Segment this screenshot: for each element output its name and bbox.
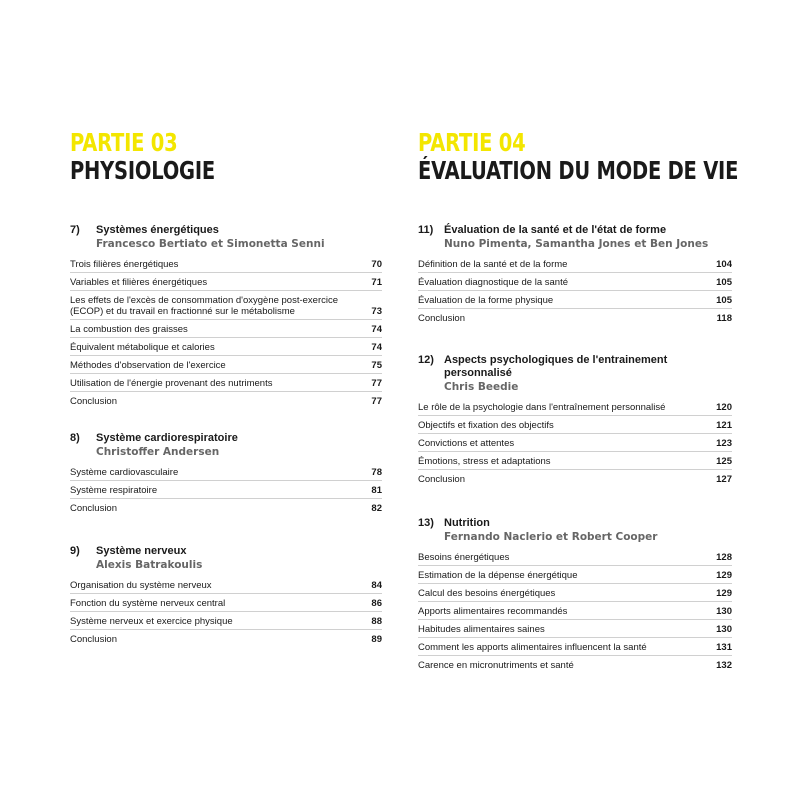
entry-title: Les effets de l'excès de consommation d'oxygène post-exercice (ECOP) et du travail en fractionné sur le métabolisme (70, 295, 339, 317)
toc-entry[interactable] (418, 548, 732, 566)
chapter-authors: Nuno Pimenta, Samantha Jones et Ben Jones (444, 238, 709, 250)
chapter-7 (70, 224, 382, 409)
toc-entry[interactable] (418, 584, 732, 602)
toc-entry[interactable] (418, 398, 732, 416)
chapter-number: 8) (70, 432, 80, 444)
chapter-8 (70, 432, 382, 516)
entry-page: 75 (371, 360, 382, 371)
entry-page: 88 (371, 616, 382, 627)
chapter-heading (418, 517, 732, 530)
entry-title: Évaluation diagnostique de la santé (418, 277, 569, 288)
entry-title: Émotions, stress et adaptations (418, 456, 551, 467)
toc-entry[interactable] (70, 392, 382, 409)
entry-title: Évaluation de la forme physique (418, 295, 554, 306)
entry-page: 105 (716, 277, 732, 288)
toc-entry[interactable] (70, 291, 382, 320)
chapter-heading (70, 224, 382, 237)
toc-entry[interactable] (418, 638, 732, 656)
entry-page: 127 (716, 474, 732, 485)
entry-page: 132 (716, 660, 732, 671)
chapter-title: Nutrition (444, 517, 490, 529)
toc-entry[interactable] (418, 416, 732, 434)
toc-entry[interactable] (418, 309, 732, 326)
entry-title: Conclusion (70, 634, 117, 645)
entry-title: Système respiratoire (70, 485, 158, 496)
entry-page: 73 (371, 306, 382, 317)
chapter-authors: Chris Beedie (444, 381, 519, 393)
entry-page: 84 (371, 580, 382, 591)
toc-entry[interactable] (418, 434, 732, 452)
toc-entry[interactable] (70, 463, 382, 481)
chapter-heading (418, 354, 732, 380)
entry-page: 128 (716, 552, 732, 563)
toc-entry[interactable] (70, 273, 382, 291)
toc-entry[interactable] (418, 273, 732, 291)
entry-title: Variables et filières énergétiques (70, 277, 208, 288)
entry-page: 121 (716, 420, 732, 431)
chapter-number: 7) (70, 224, 80, 236)
toc-entry[interactable] (70, 576, 382, 594)
toc-entry[interactable] (418, 566, 732, 584)
toc-entry[interactable] (70, 374, 382, 392)
entry-page: 78 (371, 467, 382, 478)
toc-entry[interactable] (70, 499, 382, 516)
entry-page: 129 (716, 570, 732, 581)
entry-page: 120 (716, 402, 732, 413)
entry-page: 70 (371, 259, 382, 270)
entry-title: Calcul des besoins énergétiques (418, 588, 556, 599)
entry-title: Conclusion (70, 503, 117, 514)
entry-title: Équivalent métabolique et calories (70, 342, 215, 353)
entry-title: Habitudes alimentaires saines (418, 624, 545, 635)
entry-list (418, 548, 732, 673)
entry-page: 77 (371, 396, 382, 407)
toc-entry[interactable] (70, 630, 382, 647)
entry-title: Système cardiovasculaire (70, 467, 179, 478)
part-title: ÉVALUATION DU MODE DE VIE (418, 156, 739, 185)
toc-entry[interactable] (418, 255, 732, 273)
toc-entry[interactable] (70, 612, 382, 630)
entry-page: 118 (716, 313, 732, 324)
chapter-title: Évaluation de la santé et de l'état de forme (444, 224, 667, 236)
toc-entry[interactable] (70, 356, 382, 374)
chapter-heading (70, 545, 382, 558)
entry-page: 130 (716, 624, 732, 635)
entry-list (418, 398, 732, 487)
toc-entry[interactable] (70, 594, 382, 612)
entry-title: Estimation de la dépense énergétique (418, 570, 578, 581)
chapter-number: 11) (418, 224, 434, 236)
entry-title: Conclusion (70, 396, 117, 407)
chapter-11 (418, 224, 732, 326)
entry-page: 74 (371, 324, 382, 335)
entry-title: Fonction du système nerveux central (70, 598, 226, 609)
toc-entry[interactable] (418, 620, 732, 638)
toc-entry[interactable] (70, 481, 382, 499)
entry-page: 123 (716, 438, 732, 449)
toc-entry[interactable] (418, 602, 732, 620)
toc-entry[interactable] (70, 320, 382, 338)
entry-page: 89 (371, 634, 382, 645)
entry-title: Besoins énergétiques (418, 552, 510, 563)
entry-title: Utilisation de l'énergie provenant des nutriments (70, 378, 273, 389)
entry-title: La combustion des graisses (70, 324, 188, 335)
entry-page: 86 (371, 598, 382, 609)
entry-title: Conclusion (418, 474, 465, 485)
chapter-title: Système nerveux (96, 545, 187, 557)
chapter-heading (418, 224, 732, 237)
chapter-authors: Alexis Batrakoulis (96, 559, 203, 571)
entry-title: Conclusion (418, 313, 465, 324)
part-label: PARTIE 04 (418, 128, 526, 157)
chapter-13 (418, 517, 732, 673)
chapter-title: Aspects psychologiques de l'entrainement personnalisé (444, 354, 668, 379)
entry-list (70, 463, 382, 516)
toc-entry[interactable] (70, 255, 382, 273)
entry-page: 131 (716, 642, 732, 653)
entry-page: 130 (716, 606, 732, 617)
chapter-12 (418, 354, 732, 487)
entry-title: Méthodes d'observation de l'exercice (70, 360, 226, 371)
entry-title: Définition de la santé et de la forme (418, 259, 568, 270)
toc-entry[interactable] (418, 470, 732, 487)
chapter-number: 13) (418, 517, 434, 529)
right-column (418, 128, 739, 671)
entry-page: 105 (716, 295, 732, 306)
toc-entry[interactable] (70, 338, 382, 356)
toc-entry[interactable] (418, 656, 732, 673)
entry-page: 104 (716, 259, 732, 270)
entry-title: Convictions et attentes (418, 438, 515, 449)
entry-title: Trois filières énergétiques (70, 259, 179, 270)
entry-title: Carence en micronutriments et santé (418, 660, 574, 671)
left-column (70, 128, 382, 645)
entry-list (70, 576, 382, 647)
entry-page: 129 (716, 588, 732, 599)
chapter-authors: Francesco Bertiato et Simonetta Senni (96, 238, 325, 250)
chapter-number: 12) (418, 354, 434, 366)
entry-page: 74 (371, 342, 382, 353)
part-label: PARTIE 03 (70, 128, 178, 157)
toc-entry[interactable] (418, 291, 732, 309)
toc-entry[interactable] (418, 452, 732, 470)
entry-page: 82 (371, 503, 382, 514)
part-title: PHYSIOLOGIE (70, 156, 215, 185)
entry-list (418, 255, 732, 326)
entry-title: Comment les apports alimentaires influencent la santé (418, 642, 647, 653)
chapter-9 (70, 545, 382, 647)
entry-page: 81 (371, 485, 382, 496)
entry-list (70, 255, 382, 409)
chapter-number: 9) (70, 545, 80, 557)
entry-title: Système nerveux et exercice physique (70, 616, 233, 627)
chapter-authors: Christoffer Andersen (96, 446, 220, 458)
entry-page: 77 (371, 378, 382, 389)
entry-title: Apports alimentaires recommandés (418, 606, 568, 617)
entry-title: Organisation du système nerveux (70, 580, 212, 591)
entry-title: Objectifs et fixation des objectifs (418, 420, 554, 431)
chapter-title: Système cardiorespiratoire (96, 432, 238, 444)
chapter-authors: Fernando Naclerio et Robert Cooper (444, 531, 658, 543)
entry-title: Le rôle de la psychologie dans l'entraînement personnalisé (418, 402, 666, 413)
chapter-heading (70, 432, 382, 445)
entry-page: 71 (371, 277, 382, 288)
entry-page: 125 (716, 456, 732, 467)
chapter-title: Systèmes énergétiques (96, 224, 219, 236)
